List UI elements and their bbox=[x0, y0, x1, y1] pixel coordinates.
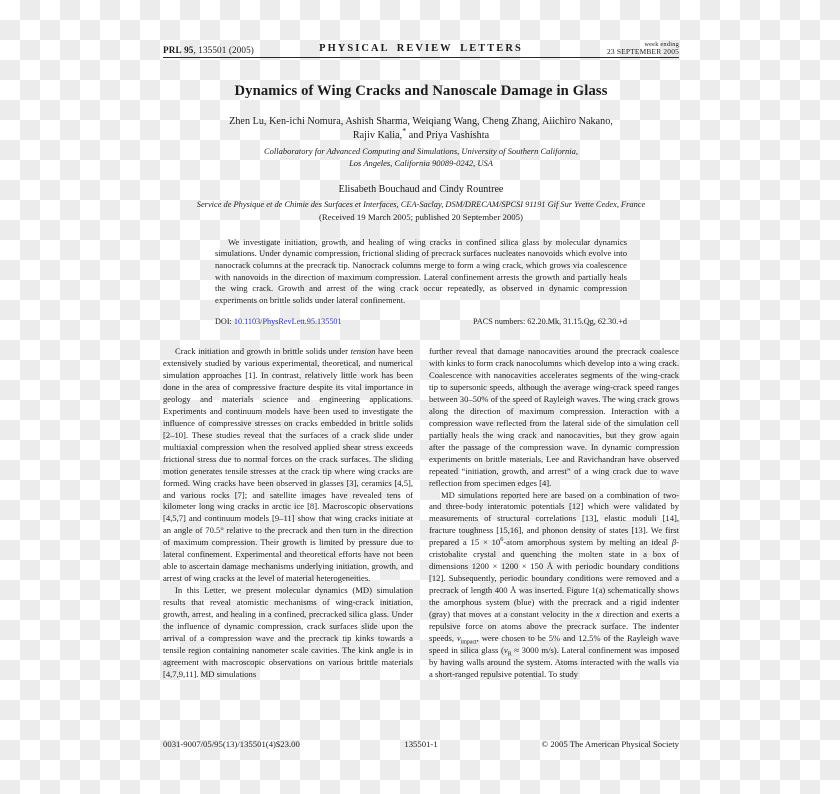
exponent-six: 6 bbox=[500, 536, 504, 544]
methods-text-b: -atom amorphous system by melting an ideal bbox=[503, 537, 672, 548]
methods-text-e: , were chosen to be 5% and 12.5% of the Rayleigh wave speed in silica glass ( bbox=[429, 632, 679, 655]
symbol-nu-impact: ν bbox=[456, 632, 461, 643]
author-line-2-post: and Priya Vashishta bbox=[406, 129, 490, 141]
doi-block bbox=[215, 317, 342, 326]
article-sheet bbox=[163, 30, 679, 770]
methods-text-d: direction and exerts a repulsive force on atoms above the precrack surface. The indenter speeds, bbox=[429, 608, 680, 643]
methods-text-f: ≈ 3000 m/s). Lateral confinement was imposed by having walls around the system. Atoms interacted with the walls via a short-ranged repulsive potential. To study bbox=[429, 644, 679, 679]
body-column-right bbox=[429, 346, 679, 680]
author-list-secondary: Elisabeth Bouchaud and Cindy Rountree bbox=[338, 183, 504, 195]
footer-issn-price: 0031-9007/05/95(13)/135501(4)$23.00 bbox=[163, 739, 300, 749]
intro-text-a: Crack initiation and growth in brittle solids under bbox=[175, 346, 351, 357]
running-head bbox=[163, 30, 679, 58]
author-list-primary bbox=[163, 115, 679, 144]
paragraph-results-1: further reveal that damage nanocavities around the precrack coalesce with kinks to form crack nanocolumns which develop into a wing crack. Coalescence with nanocavities accelerates segments of the wing-crack tip to supersonic speeds, although the average wing-crack speed ranges between 30–50% of the speed of Rayleigh waves. The wing crack grows along the direction of maximum compression. Interaction with a compression wave reflected from the lateral side of the simulation cell partially heals the wing crack and nanocavities, but they grow again after the passage of the compression wave. In dynamic compression experiments on brittle materials, Lee and Ravichandran have observed repeated “initiation, growth, and arrest” of a wing crack due to wave reflection from specimen edges [4]. bbox=[429, 346, 679, 488]
issue-year: , 135501 (2005) bbox=[193, 45, 254, 55]
footer-copyright: © 2005 The American Physical Society bbox=[541, 739, 679, 749]
affiliation-primary bbox=[163, 146, 679, 170]
paragraph-intro-2: In this Letter, we present molecular dynamics (MD) simulation results that reveal atomistic mechanisms of wing-crack initiation, growth, arrest, and healing in a confined, precracked silica glass. Under the influence of dynamic compression, crack surfaces slide upon the arrival of a compression wave and the precrack tip kinks towards a tensile region containing nanometer scale cavities. The kink angle is in agreement with macroscopic observations on various brittle materials [4,7,9,11]. MD simulations bbox=[163, 585, 413, 679]
doi-label: DOI: bbox=[215, 317, 234, 327]
methods-text-c: -cristobalite crystal and quenching the molten state in a box of dimensions 1200 × 1200 × 150 Å with periodic boundary conditions [12]. Subsequently, periodic boundary conditions were removed and a precrack of length 400 Å was inserted. Figure 1(a) schematically shows the amorphous system (blue) with the precrack and a rigid indenter (gray) that moves at a constant velocity in the bbox=[429, 537, 680, 619]
page-title: Dynamics of Wing Cracks and Nanoscale Damage in Glass bbox=[234, 83, 608, 99]
doi-pacs-line bbox=[215, 317, 627, 329]
body-column-left bbox=[163, 346, 413, 680]
abstract-text: We investigate initiation, growth, and healing of wing cracks in confined silica glass by molecular dynamics simulations. Under dynamic compression, frictional sliding of precrack surfaces nucleates nanovoids which evolve into nanocrack columns at the precrack tip. Nanocrack columns merge to form a wing crack, which grows via coalescence with nanovoids in the direction of maximum compression. Lateral confinement arrests the growth and partially heals the wing crack. Growth and arrest of the wing crack occur repeatedly, as observed in dynamic compression experiments on brittle solids under lateral confinement. bbox=[215, 236, 627, 305]
intro-text-b: have been extensively studied by various experimental, theoretical, and numerical simulation approaches [1]. In contrast, relatively little work has been done in the area of compressive fracture despite its vital importance in geology and materials science and engineering applications. Experiments and continuum models have been used to investigate the influence of compressive stresses on cracks embedded in brittle solids [2–10]. These studies reveal that the surfaces of a crack slide under multiaxial compression when the resolved applied shear stress exceeds frictional stress due to normal forces on the crack surfaces. The sliding motion generates tensile stresses at the crack tip where wing cracks are formed. Wing cracks have been observed in glasses [3], ceramics [4,5], and various rocks [7]; and satellite images have revealed tens of kilometer long wing cracks in arctic ice [8]. Macroscopic observations [4,5,7] and continuum models [9–11] show that wing cracks initiate at an angle of 70.5° relative to the precrack and then turn in the direction of maximum compression. Their growth is limited by pressure due to lateral confinement. Experimental and theoretical efforts have not been able to ascertain damage mechanisms underlying initiation, growth, and arrest of wing cracks at the level of material heterogeneities. bbox=[163, 346, 413, 584]
subscript-impact: impact bbox=[460, 639, 477, 646]
issue-date-block bbox=[607, 41, 679, 56]
issue-date: 23 SEPTEMBER 2005 bbox=[607, 46, 679, 56]
author-line-1: Zhen Lu, Ken-ichi Nomura, Ashish Sharma, Weiqiang Wang, Cheng Zhang, Aiichiro Nakano, bbox=[229, 115, 613, 127]
body-columns bbox=[163, 346, 679, 680]
page-footer bbox=[163, 739, 679, 757]
pacs-numbers: PACS numbers: 62.20.Mk, 31.15.Qg, 62.30.+d bbox=[473, 317, 627, 327]
symbol-nu-rayleigh: ν bbox=[503, 644, 508, 655]
paragraph-methods-1 bbox=[429, 490, 679, 681]
footnote-marker-asterisk: * bbox=[402, 126, 407, 136]
volume-number: 95 bbox=[184, 45, 194, 55]
affiliation-primary-line-2: Los Angeles, California 90089-0242, USA bbox=[349, 158, 493, 169]
footer-page-number: 135501-1 bbox=[404, 739, 438, 749]
symbol-beta: β bbox=[671, 537, 677, 548]
journal-abbrev: PRL bbox=[163, 45, 182, 55]
affiliation-primary-line-1: Collaboratory for Advanced Computing and Simulations, University of Southern California, bbox=[263, 146, 579, 157]
author-line-2-pre: Rajiv Kalia, bbox=[352, 129, 403, 141]
journal-title: PHYSICAL REVIEW LETTERS bbox=[319, 43, 523, 54]
received-published-dates: (Received 19 March 2005; published 20 September 2005) bbox=[319, 211, 523, 222]
symbol-x-direction: x bbox=[595, 608, 600, 619]
affiliation-secondary: Service de Physique et de Chimie des Surfaces et Interfaces, CEA-Saclay, DSM/DRECAM/SPCSI 91191 Gif Sur Yvette Cedex, France bbox=[196, 200, 646, 210]
doi-link[interactable]: 10.1103/PhysRevLett.95.135501 bbox=[233, 317, 342, 327]
methods-text-a: MD simulations reported here are based on a combination of two- and three-body interatomic potentials [12] which were validated by measurements of structural correlations [13], elastic moduli [14], fracture toughness [15,16], and phonon density of states [13]. We first prepared a 15 × 10 bbox=[429, 489, 679, 548]
week-ending-label: week ending bbox=[644, 40, 679, 48]
subscript-rayleigh: R bbox=[507, 651, 512, 658]
intro-emphasis-tension: tension bbox=[350, 346, 376, 357]
paragraph-intro-1 bbox=[163, 346, 413, 585]
